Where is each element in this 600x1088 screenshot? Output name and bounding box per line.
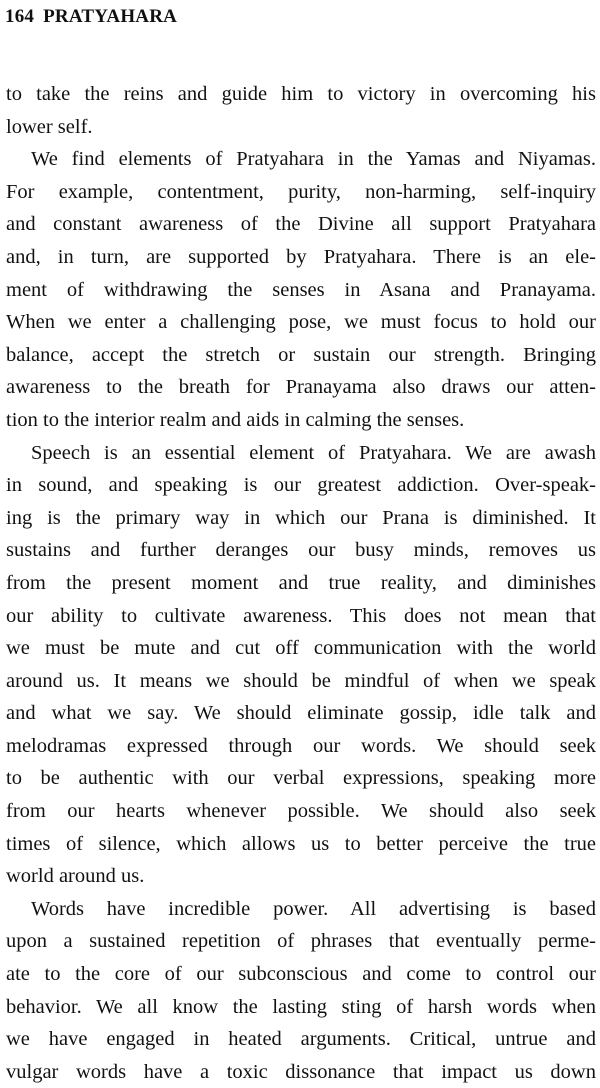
text-line: from the present moment and true reality, and diminishes xyxy=(6,571,596,594)
body-text xyxy=(6,78,596,1088)
running-head xyxy=(5,6,177,28)
text-line: balance, accept the stretch or sustain our strength. Bringing xyxy=(6,343,596,366)
text-line: we have engaged in heated arguments. Critical, untrue and xyxy=(6,1028,596,1051)
paragraph xyxy=(6,78,596,143)
text-line: in sound, and speaking is our greatest addiction. Over-speak- xyxy=(6,474,596,497)
paragraph xyxy=(6,893,596,1088)
text-line: ment of withdrawing the senses in Asana and Pranayama. xyxy=(6,278,596,301)
text-line: and constant awareness of the Divine all support Pratyahara xyxy=(6,213,596,236)
text-line: upon a sustained repetition of phrases that eventually perme- xyxy=(6,930,596,953)
text-line: When we enter a challenging pose, we must focus to hold our xyxy=(6,311,596,334)
text-line: Words have incredible power. All advertising is based xyxy=(31,897,596,920)
text-line: our ability to cultivate awareness. This does not mean that xyxy=(6,604,596,627)
text-line: world around us. xyxy=(6,865,145,888)
text-line: vulgar words have a toxic dissonance that impact us down xyxy=(6,1060,596,1083)
text-line: Speech is an essential element of Pratyahara. We are awash xyxy=(31,441,596,464)
text-line: to be authentic with our verbal expressions, speaking more xyxy=(6,767,596,790)
text-line: and what we say. We should eliminate gossip, idle talk and xyxy=(6,702,596,725)
paragraph xyxy=(6,437,596,893)
text-line: melodramas expressed through our words. We should seek xyxy=(6,734,596,757)
text-line: we must be mute and cut off communication with the world xyxy=(6,637,596,660)
page-number: 164 xyxy=(5,6,35,27)
text-line: For example, contentment, purity, non-harming, self-inquiry xyxy=(6,180,596,203)
running-title: PRATYAHARA xyxy=(43,6,178,27)
text-line: ate to the core of our subconscious and come to control our xyxy=(6,963,596,986)
text-line: around us. It means we should be mindful of when we speak xyxy=(6,669,596,692)
text-line: ing is the primary way in which our Prana is diminished. It xyxy=(6,506,596,529)
text-line: times of silence, which allows us to better perceive the true xyxy=(6,832,596,855)
text-line: to take the reins and guide him to victory in overcoming his xyxy=(6,83,596,105)
text-line: We find elements of Pratyahara in the Yamas and Niyamas. xyxy=(31,148,596,171)
text-line: awareness to the breath for Pranayama also draws our atten- xyxy=(6,376,596,399)
text-line: and, in turn, are supported by Pratyahara. There is an ele- xyxy=(6,245,596,268)
text-line: sustains and further deranges our busy minds, removes us xyxy=(6,539,596,562)
paragraph xyxy=(6,143,596,436)
text-line: tion to the interior realm and aids in calming the senses. xyxy=(6,408,465,431)
text-line: from our hearts whenever possible. We should also seek xyxy=(6,800,596,823)
text-line: lower self. xyxy=(6,115,93,138)
text-line: behavior. We all know the lasting sting of harsh words when xyxy=(6,995,596,1018)
